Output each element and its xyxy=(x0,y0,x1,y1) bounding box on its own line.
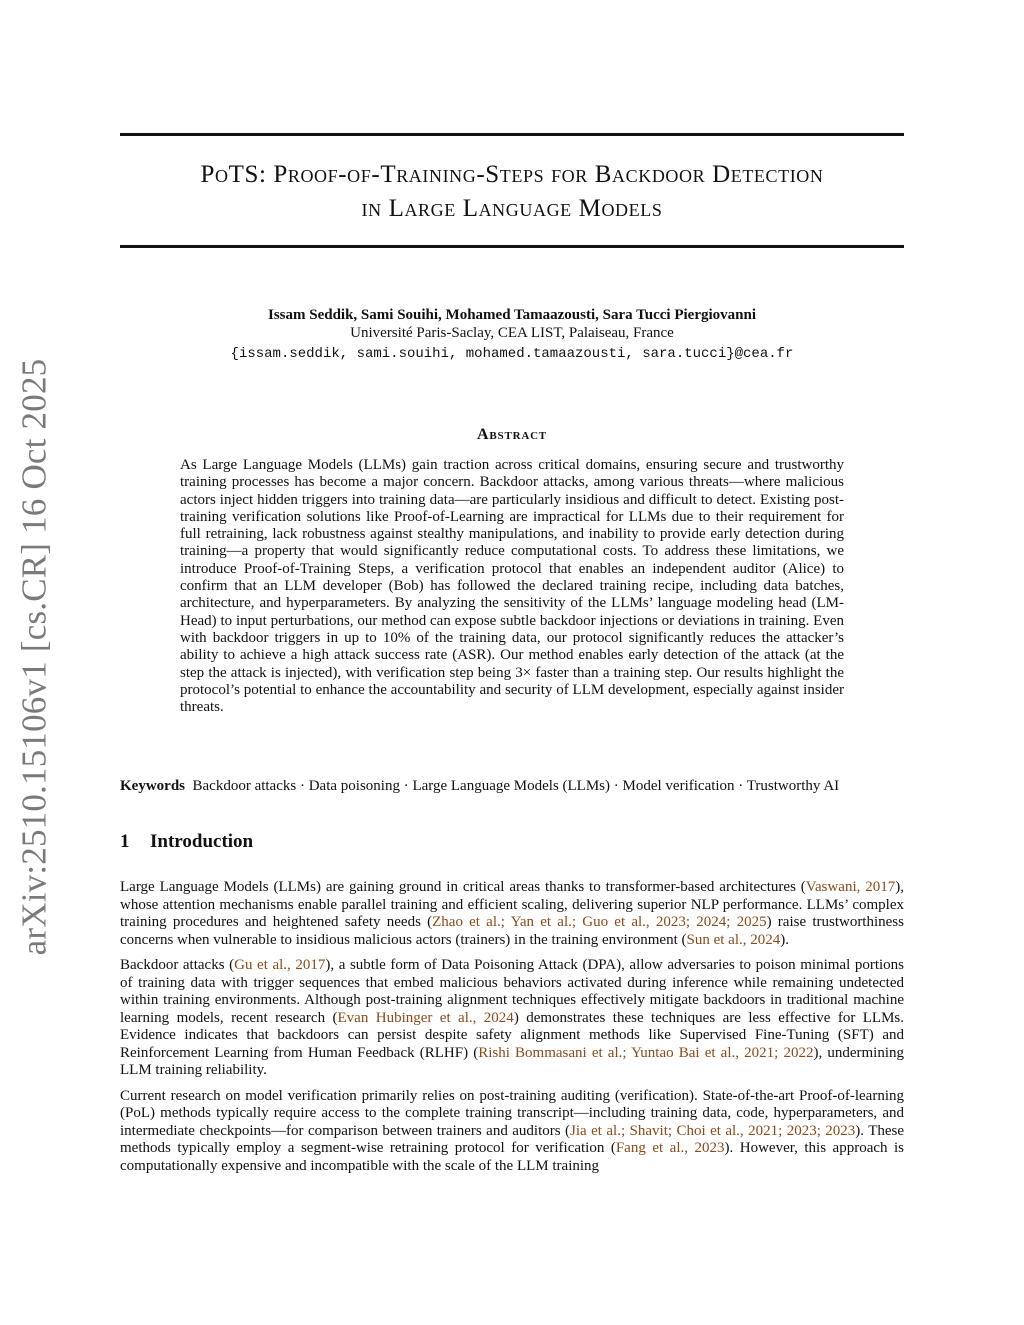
paragraph-text: Current research on model verification primarily relies on post-training auditing (verification). State-of-the-art Proof-of-learning (PoL) methods typically require access to the complete training transcript—including training data, code, hyperparameters, and intermediate checkpoints—for comparison between trainers and auditors ( xyxy=(120,1087,904,1139)
section-heading-introduction xyxy=(120,831,253,853)
paragraph-text: Large Language Models (LLMs) are gaining ground in critical areas thanks to transformer-based architectures ( xyxy=(120,879,806,895)
introduction-body xyxy=(120,879,904,1183)
citation-link[interactable]: Vaswani, 2017 xyxy=(805,879,896,895)
author-block xyxy=(120,306,904,364)
title-line-1: PoTS: Proof-of-Training-Steps for Backdoor Detection xyxy=(200,161,824,188)
paper-title xyxy=(120,158,904,226)
author-names: Issam Seddik, Sami Souihi, Mohamed Tamaazousti, Sara Tucci Piergiovanni xyxy=(267,307,756,323)
title-bottom-rule xyxy=(120,245,904,248)
paragraph-1 xyxy=(120,879,904,949)
author-emails: {issam.seddik, sami.souihi, mohamed.tamaazousti, sara.tucci}@cea.fr xyxy=(230,346,794,362)
paragraph-text: ), whose attention mechanisms enable parallel training and efficient scaling, delivering superior NLP performance. LLMs’ complex training procedures and heightened safety needs ( xyxy=(120,879,904,930)
citation-link[interactable]: Evan Hubinger et al., 2024 xyxy=(337,1009,514,1026)
abstract-text: As Large Language Models (LLMs) gain traction across critical domains, ensuring secure and trustworthy training processes has become a major concern. Backdoor attacks, among various threats—where malicious actors inject hidden triggers into training data—are particularly insidious and difficult to detect. Existing post-training verification solutions like Proof-of-Learning are impractical for LLMs due to their requirement for full retraining, lack robustness against stealthy manipulations, and inability to provide early detection during training—a property that would significantly reduce computational costs. To address these limitations, we introduce Proof-of-Training Steps, a verification protocol that enables an independent auditor (Alice) to confirm that an LLM developer (Bob) has followed the declared training recipe, including data batches, architecture, and hyperparameters. By analyzing the sensitivity of the LLMs’ language modeling head (LM-Head) to input perturbations, our method can expose subtle backdoor injections or deviations in training. Even with backdoor triggers in up to 10% of the training data, our protocol significantly reduces the attacker’s ability to achieve a high attack success rate (ASR). Our method enables early detection of the attack (at the step the attack is injected), with verification step being 3× faster than a training step. Our results highlight the protocol’s potential to enhance the accountability and security of LLM development, especially against insider threats. xyxy=(180,457,844,716)
paragraph-text: ). However, this approach is computationally expensive and incompatible with the scale of the LLM training xyxy=(120,1140,905,1174)
citation-link[interactable]: Rishi Bommasani et al.; Yuntao Bai et al., 2021; 2022 xyxy=(478,1044,814,1061)
keywords-line xyxy=(120,776,904,796)
title-top-rule xyxy=(120,133,904,136)
paragraph-text: ) demonstrates these techniques are less effective for LLMs. Evidence indicates that backdoors can persist despite safety alignment methods like Supervised Fine-Tuning (SFT) and Reinforcement Learning from Human Feedback (RLHF) ( xyxy=(120,1009,905,1061)
citation-link[interactable]: Sun et al., 2024 xyxy=(686,931,781,948)
citation-link[interactable]: Zhao et al.; Yan et al.; Guo et al., 2023; 2024; 2025 xyxy=(432,914,767,930)
citation-link[interactable]: Jia et al.; Shavit; Choi et al., 2021; 2023; 2023 xyxy=(570,1122,856,1139)
section-title: Introduction xyxy=(150,831,254,852)
title-line-2: in Large Language Models xyxy=(361,195,663,222)
paragraph-text: ). These methods typically employ a segment-wise retraining protocol for verification ( xyxy=(120,1122,905,1156)
citation-link[interactable]: Gu et al., 2017 xyxy=(234,957,326,973)
arxiv-identifier: arXiv:2510.15106v1 [cs.CR] 16 Oct 2025 xyxy=(14,358,53,956)
paragraph-text: ). xyxy=(780,931,790,948)
author-affiliation: Université Paris-Saclay, CEA LIST, Palaiseau, France xyxy=(350,325,674,341)
paragraph-text: Backdoor attacks ( xyxy=(120,957,235,973)
section-number: 1 xyxy=(120,831,130,852)
paragraph-2 xyxy=(120,957,904,1080)
abstract-heading: Abstract xyxy=(477,426,547,443)
paragraph-text: ) raise trustworthiness concerns when vulnerable to insidious malicious actors (trainers) in the training environment ( xyxy=(120,914,904,948)
keywords-list: Backdoor attacks · Data poisoning · Large Language Models (LLMs) · Model verification · Trustworthy AI xyxy=(192,778,840,794)
paragraph-3 xyxy=(120,1088,904,1176)
keywords-label: Keywords xyxy=(120,778,185,794)
paragraph-text: ), undermining LLM training reliability. xyxy=(120,1044,904,1078)
citation-link[interactable]: Fang et al., 2023 xyxy=(615,1140,725,1156)
arxiv-sidebar-stamp xyxy=(6,352,62,962)
paragraph-text: ), a subtle form of Data Poisoning Attack (DPA), allow adversaries to poison minimal portions of training data with trigger sequences that embed malicious behaviors activated during inference while remaining undetected within training environments. Although post-training alignment techniques effectively mitigate backdoors in traditional machine learning models, recent research ( xyxy=(120,957,904,1026)
